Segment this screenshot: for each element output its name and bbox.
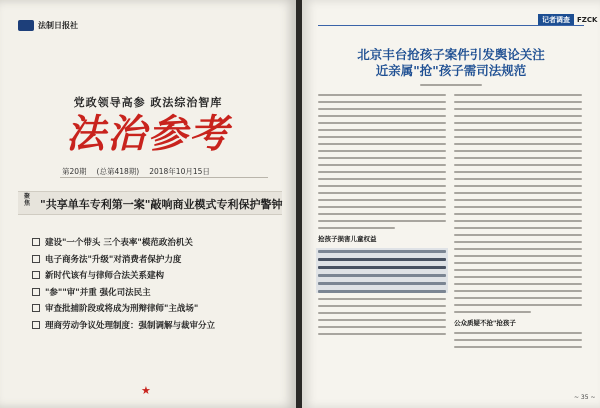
toc-item: "参""审"并重 强化司法民主 — [32, 284, 215, 301]
article-subhead: 公众质疑不抢"抢孩子 — [454, 319, 516, 327]
checkbox-icon — [32, 271, 40, 279]
article-title-line1: 北京丰台抢孩子案件引发舆论关注 — [357, 47, 545, 62]
issue-number: 第20期 — [62, 167, 87, 176]
highlighted-passage — [316, 248, 448, 293]
checkbox-icon — [32, 321, 40, 329]
checkbox-icon — [32, 304, 40, 312]
checkbox-icon — [32, 238, 40, 246]
issue-info — [62, 166, 210, 177]
toc-item: 建设"一个带头 三个表率"模范政治机关 — [32, 234, 215, 251]
journal-motto: 党政领导高参 政法综治智库 — [73, 96, 223, 109]
section-tag: 记者调查 — [538, 14, 574, 26]
feature-title: "共享单车专利第一案"敲响商业模式专利保护警钟 — [40, 198, 283, 211]
masthead-text: 法治参考 — [66, 111, 231, 157]
journal-masthead — [66, 106, 250, 162]
publisher-logo-icon — [18, 20, 34, 31]
issue-total: (总第418期) — [96, 167, 140, 176]
table-of-contents — [32, 234, 215, 333]
issue-date: 2018年10月15日 — [149, 167, 210, 176]
article-column-right — [454, 94, 582, 353]
checkbox-icon — [32, 288, 40, 296]
toc-item: 理商劳动争议处理制度：强制调解与裁审分立 — [32, 317, 215, 334]
page-number: ~ 35 ~ — [574, 394, 596, 401]
toc-item: 新时代该有与律师合法关系建构 — [32, 267, 215, 284]
star-icon: ★ — [141, 384, 151, 397]
left-page — [0, 0, 296, 408]
feature-tag: 聚焦 — [23, 193, 30, 207]
header-rule — [318, 25, 584, 26]
publisher-name: 法制日报社 — [38, 21, 78, 30]
article-byline — [302, 81, 600, 88]
article-subhead: 抢孩子损害儿童权益 — [318, 235, 377, 243]
checkbox-icon — [32, 255, 40, 263]
section-code: FZCK — [577, 16, 598, 24]
toc-item: 电子商务法"升级"对消费者保护力度 — [32, 251, 215, 268]
feature-banner — [18, 191, 282, 215]
issue-divider — [60, 177, 268, 178]
article-column-left — [318, 94, 446, 340]
right-page — [302, 0, 600, 408]
article-title-line2: 近亲属"抢"孩子需司法规范 — [375, 63, 527, 78]
publisher-brand — [18, 20, 78, 31]
toc-item: 审查批捕阶段或将成为刑辩律师"主战场" — [32, 300, 215, 317]
